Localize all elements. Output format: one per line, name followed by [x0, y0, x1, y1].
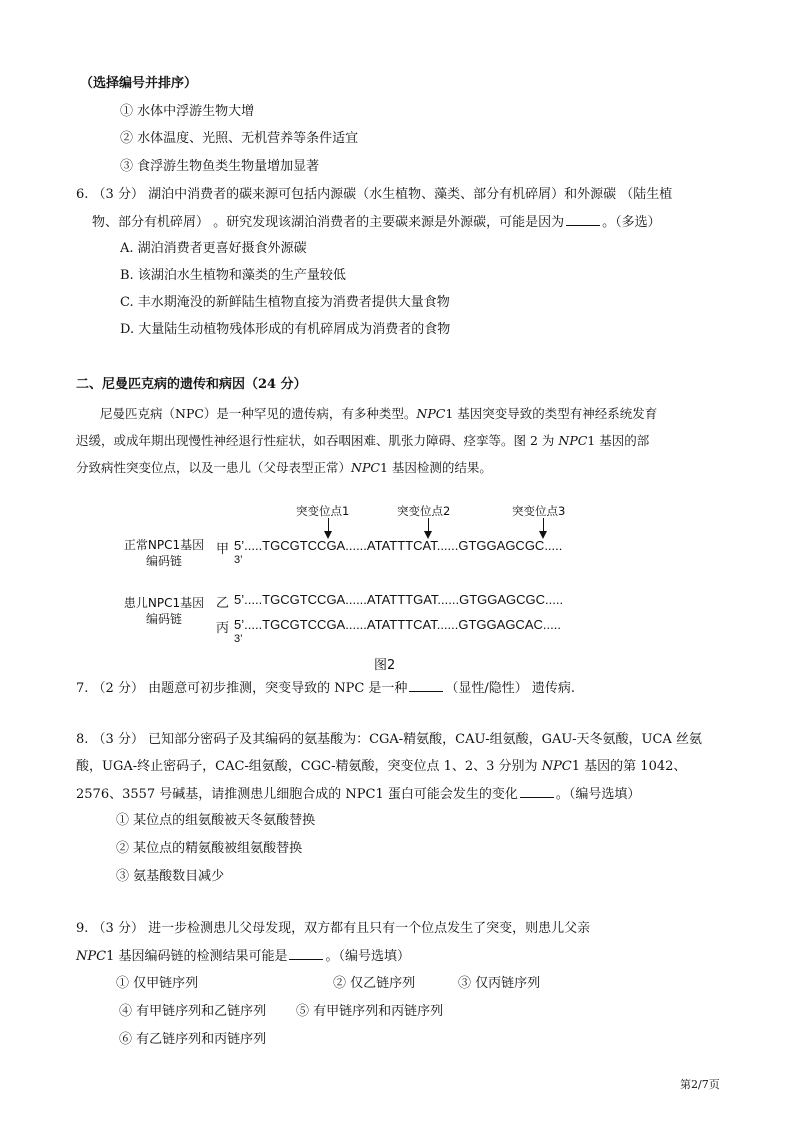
- q5-option-2: ② 水体温度、光照、无机营养等条件适宜: [120, 131, 359, 146]
- page-number: 第2/7页: [680, 1078, 720, 1091]
- q5-option-3: ③ 食浮游生物鱼类生物量增加显著: [120, 159, 320, 174]
- q6-option-d: D. 大量陆生动植物残体形成的有机碎屑成为消费者的食物: [120, 322, 451, 337]
- gene-name: NPC: [351, 460, 380, 475]
- q8-text: 1 基因的第 1042、: [571, 759, 687, 774]
- row-jia-3prime: 3’: [234, 554, 243, 566]
- q9-stem-line1: 9. （3 分） 进一步检测患儿父母发现，双方都有且只有一个位点发生了突变，则患儿父亲: [76, 921, 591, 936]
- q8-stem-line2: [76, 758, 686, 776]
- row-jia-mark: 甲: [216, 541, 230, 556]
- q8-option-1: ① 某位点的组氨酸被天冬氨酸替换: [116, 813, 316, 828]
- q9-option-4: ④ 有甲链序列和乙链序列: [119, 1004, 267, 1019]
- normal-gene-label-line2: 编码链: [145, 554, 182, 568]
- q6-stem-line1: 6. （3 分） 湖泊中消费者的碳来源可包括内源碳（水生植物、藻类、部分有机碎屑）和外源碳 （陆生植: [76, 187, 673, 202]
- q6-stem-text: 物、部分有机碎屑） 。研究发现该湖泊消费者的主要碳来源是外源碳，可能是因为: [92, 215, 565, 230]
- q9-option-2: ② 仅乙链序列: [333, 976, 416, 991]
- gene-name: NPC: [76, 949, 107, 964]
- q9-stem-line2: [76, 947, 410, 966]
- mutation-site-2-label: 突变位点2: [397, 504, 451, 518]
- mutation-site-3-label: 突变位点3: [512, 504, 566, 518]
- row-bing-3prime: 3’: [234, 633, 243, 645]
- q6-option-c: C. 丰水期淹没的新鲜陆生植物直接为消费者提供大量食物: [120, 295, 450, 310]
- row-jia-sequence: 5’.....TGCGTCCGA......ATATTTCAT......GTGGAGCGC.....: [234, 538, 563, 553]
- intro-text: 1 基因的部: [587, 433, 650, 448]
- q7-answer-blank[interactable]: [409, 679, 443, 692]
- row-yi-sequence: 5’.....TGCGTCCGA......ATATTTGAT......GTGGAGCGC.....: [234, 592, 564, 607]
- intro-text: 迟缓，或成年期出现慢性神经退行性症状，如吞咽困难、肌张力障碍、痉挛等。图 2 为: [76, 433, 559, 448]
- q6-stem-line2: [92, 213, 661, 232]
- q9-answer-blank[interactable]: [289, 947, 323, 960]
- q8-option-3: ③ 氨基酸数目减少: [116, 869, 225, 884]
- q6-stem-suffix: 。（多选）: [602, 215, 661, 230]
- normal-gene-label-line1: 正常NPC1基因: [123, 538, 205, 552]
- q8-answer-blank[interactable]: [520, 785, 554, 798]
- q6-option-a: A. 湖泊消费者更喜好摄食外源碳: [120, 241, 307, 256]
- q9-option-1: ① 仅甲链序列: [116, 976, 199, 991]
- q7-text: 7. （2 分） 由题意可初步推测，突变导致的 NPC 是一种: [76, 681, 408, 696]
- q9-text-suffix: 。（编号选填）: [325, 949, 410, 964]
- gene-name: NPC: [541, 759, 572, 774]
- normal-gene-label: [114, 537, 214, 569]
- q8-stem-line3: [76, 785, 640, 804]
- row-bing-mark: 丙: [216, 620, 230, 635]
- intro-text: 分致病性突变位点，以及一患儿（父母表型正常）: [76, 460, 352, 475]
- q8-text: 2576、3557 号碱基，请推测患儿细胞合成的 NPC1 蛋白可能会发生的变化: [76, 787, 518, 802]
- q9-option-6: ⑥ 有乙链序列和丙链序列: [119, 1032, 267, 1047]
- intro-line3: [76, 458, 492, 476]
- q8-text: 酸，UGA-终止密码子，CAC-组氨酸，CGC-精氨酸，突变位点 1、2、3 分别为: [76, 759, 542, 774]
- gene-name: NPC: [416, 406, 446, 421]
- q7-text-suffix: （显性/隐性） 遗传病.: [445, 681, 576, 696]
- q5-hint: （选择编号并排序）: [80, 76, 198, 91]
- section-heading: 二、尼曼匹克病的遗传和病因（24 分）: [76, 377, 307, 392]
- intro-line1: [100, 404, 657, 422]
- q7-stem: [76, 679, 575, 698]
- q6-option-b: B. 该湖泊水生植物和藻类的生产量较低: [120, 268, 346, 283]
- intro-text: 1 基因突变导致的类型有神经系统发育: [445, 406, 658, 421]
- row-bing-sequence: 5’.....TGCGTCCGA......ATATTTCAT......GTGGAGCAC.....: [234, 617, 561, 632]
- intro-line2: [76, 431, 649, 449]
- q9-option-5: ⑤ 有甲链序列和丙链序列: [296, 1004, 444, 1019]
- figure-caption: 图2: [374, 658, 396, 673]
- q5-option-1: ① 水体中浮游生物大增: [120, 104, 255, 119]
- q9-option-3: ③ 仅丙链序列: [458, 976, 541, 991]
- intro-text: 尼曼匹克病（NPC）是一种罕见的遗传病，有多种类型。: [100, 406, 417, 421]
- patient-gene-label: [114, 595, 214, 627]
- q6-answer-blank[interactable]: [566, 213, 600, 226]
- intro-text: 1 基因检测的结果。: [379, 460, 492, 475]
- q8-text-suffix: 。（编号选填）: [555, 787, 641, 802]
- q8-stem-line1: 8. （3 分） 已知部分密码子及其编码的氨基酸为：CGA-精氨酸，CAU-组氨酸，GAU-天冬氨酸，UCA 丝氨: [76, 732, 702, 747]
- patient-gene-label-line2: 编码链: [145, 612, 182, 626]
- q8-option-2: ② 某位点的精氨酸被组氨酸替换: [116, 841, 303, 856]
- row-yi-mark: 乙: [216, 595, 230, 610]
- patient-gene-label-line1: 患儿NPC1基因: [123, 596, 205, 610]
- gene-name: NPC: [558, 433, 588, 448]
- mutation-site-1-label: 突变位点1: [296, 504, 350, 518]
- q9-text: 1 基因编码链的检测结果可能是: [106, 949, 288, 964]
